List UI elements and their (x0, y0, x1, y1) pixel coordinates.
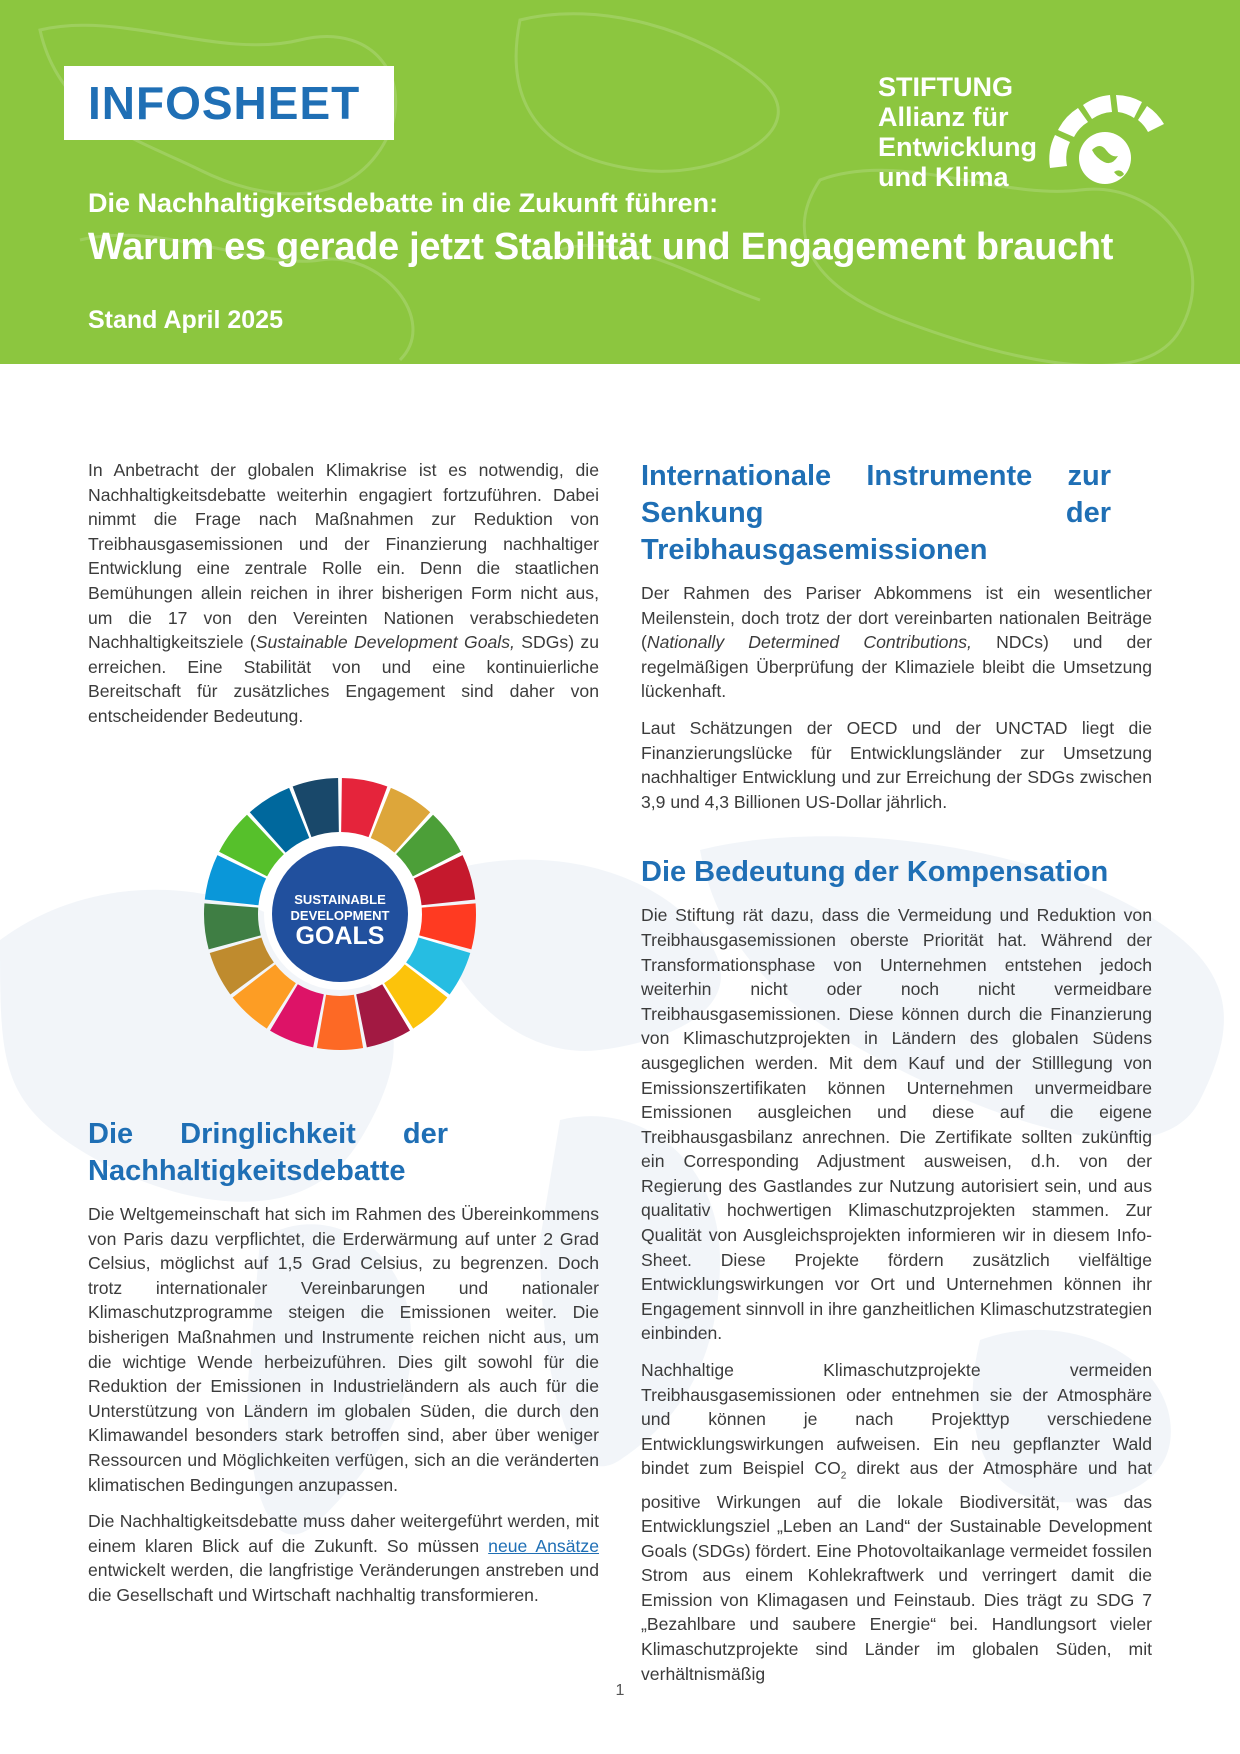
section-heading-urgency: Die Dringlichkeit der Nachhaltigkeitsdebatte (88, 1118, 448, 1187)
text-run-italic: Nationally Determined Contributions, (646, 632, 972, 653)
status-date: Stand April 2025 (88, 306, 283, 334)
section-heading-compensation: Die Bedeutung der Kompensation (641, 856, 1109, 889)
compensation-paragraph: Die Stiftung rät dazu, dass die Vermeidung und Reduktion von Treibhausgasemissionen oberste Priorität hat. Während der Transformationsphase von Unternehmen entstehen jedoch weiterhin nicht oder noch nicht vermeidbare Treibhausgasemissionen. Diese können durch die Finanzierung von Klimaschutzprojekten in Ländern des globalen Südens ausgeglichen werden. Mit dem Kauf und der Stilllegung von Emissionszertifikaten können Unternehmen unvermeidbare Emissionen ausgleichen und diese auf die eigene Treibhausgasbilanz anrechnen. Die Zertifikate sollten zukünftig ein Corresponding Adjustment ausweisen, d.h. von der Regierung des Gastlandes zur Nutzung autorisiert sein, und aus qualitativ hochwertigen Klimaschutzprojekten stammen. Zur Qualität von Ausgleichsprojekten informieren wir in diesem Info-Sheet. Diese Projekte fördern zusätzlich vielfältige Entwicklungswirkungen vor Ort und Unternehmen können ihr Engagement sinnvoll in ihre ganzheitlichen Klimaschutzstrategien einbinden. (641, 905, 1152, 1344)
text-run: entwickelt werden, die langfristige Veränderungen anstreben und die Gesellschaft und Wirtschaft nachhaltig transformieren. (88, 1560, 599, 1605)
right-column (641, 458, 1152, 1698)
sdg-logo-text: GOALS (295, 922, 385, 950)
paris-agreement-paragraph (641, 581, 1152, 704)
text-run-italic: Sustainable Development Goals, (255, 632, 515, 653)
header-banner (0, 0, 1240, 364)
infosheet-tag (64, 66, 394, 140)
text-run: NDCs) und der regelmäßigen Überprüfung der Klimaziele bleibt die Umsetzung lückenhaft. (641, 632, 1152, 702)
logo-line: Entwicklung (878, 132, 1038, 162)
approaches-paragraph (88, 1509, 599, 1607)
logo-line: STIFTUNG (878, 72, 1013, 102)
logo-line: Allianz für (878, 102, 1009, 132)
sdg-segment (317, 995, 363, 1050)
sdg-logo-text: DEVELOPMENT (290, 908, 390, 923)
text-run: In Anbetracht der globalen Klimakrise ist es notwendig, die Nachhaltigkeitsdebatte weiterhin engagiert fortzuführen. Dabei nimmt die Frage nach Maßnahmen zur Reduktion von Treibhausgasemissionen und der Finanzierung nachhaltiger Entwicklung eine zentrale Rolle ein. Denn die staatlichen Bemühungen allein reichen in ihrer bisherigen Form nicht aus, um die 17 von den Vereinten Nationen verabschiedeten Nachhaltigkeitsziele ( (88, 460, 599, 653)
urgency-paragraph: Die Weltgemeinschaft hat sich im Rahmen des Übereinkommens von Paris dazu verpflichtet, die Erderwärmung auf unter 2 Grad Celsius, möglichst auf 1,5 Grad Celsius, zu begrenzen. Doch trotz internationaler Vereinbarungen und nationaler Klimaschutzprogramme steigen die Emissionen weiter. Die bisherigen Maßnahmen und Instrumente reichen nicht aus, um die wichtige Wende herbeizuführen. Dies gilt sowohl für die Reduktion der Emissionen in Industrieländern als auch für die Unterstützung von Ländern im globalen Süden, die durch den Klimawandel besonders stark betroffen sind, aber über weniger Ressourcen und Möglichkeiten verfügen, sich an die veränderten klimatischen Bedingungen anzupassen. (88, 1204, 599, 1495)
new-approaches-link[interactable]: neue Ansätze (488, 1535, 599, 1556)
sdg-wheel-icon (200, 774, 480, 1054)
sdg-logo-text: SUSTAINABLE (294, 892, 386, 907)
page-subtitle: Die Nachhaltigkeitsdebatte in die Zukunft führen: (88, 188, 719, 218)
text-run: Der Rahmen des Pariser Abkommens ist ein wesentlicher Meilenstein, doch trotz der dort vereinbarten nationalen Beiträge ( (641, 583, 1152, 653)
left-column (88, 458, 599, 741)
climate-projects-paragraph (641, 1358, 1152, 1686)
page-number: 1 (615, 1682, 625, 1699)
foundation-logo-text (878, 72, 1037, 192)
text-run: SDGs) zu erreichen. Eine Stabilität von und eine kontinuierliche Bereitschaft für zusätzliches Engagement sind daher von entscheidender Bedeutung. (88, 632, 599, 726)
financing-gap-paragraph: Laut Schätzungen der OECD und der UNCTAD liegt die Finanzierungslücke für Entwicklungsländer zur Umsetzung nachhaltiger Entwicklung und zur Erreichung der SDGs zwischen 3,9 und 4,3 Billionen US-Dollar jährlich. (641, 717, 1152, 812)
logo-line: und Klima (878, 162, 1009, 192)
section-heading-instruments: Internationale Instrumente zur Senkung der Treibhausgasemissionen (641, 460, 1111, 566)
left-column-lower (88, 1116, 599, 1620)
text-run: direkt aus der Atmosphäre und hat positive Wirkungen auf die lokale Biodiversität, was das Entwicklungsziel „Leben an Land“ der Sustainable Development Goals (SDGs) fördert. Eine Photovoltaikanlage vermeidet fossilen Strom aus einem Kohlekraftwerk und verringert damit die Emission von Klimagasen und Feinstaub. Dies trägt zu SDG 7 „Bezahlbare und saubere Energie“ bei. Handlungsort vieler Klimaschutzprojekte sind Länder im globalen Süden, mit verhältnismäßig (641, 1458, 1152, 1684)
page-title: Warum es gerade jetzt Stabilität und Engagement braucht (88, 226, 1114, 268)
text-run: Die Nachhaltigkeitsdebatte muss daher weitergeführt werden, mit einem klaren Blick auf die Zukunft. So müssen (88, 1511, 599, 1556)
globe-logo-icon (1030, 80, 1170, 190)
subscript: 2 (840, 1470, 847, 1482)
intro-paragraph (88, 458, 599, 729)
infosheet-tag-label: INFOSHEET (88, 77, 361, 129)
text-run: Nachhaltige Klimaschutzprojekte vermeiden Treibhausgasemissionen oder entnehmen sie der Atmosphäre und können je nach Projekttyp verschiedene Entwicklungswirkungen aufweisen. Ein neu gepflanzter Wald bindet zum Beispiel CO (641, 1360, 1152, 1479)
